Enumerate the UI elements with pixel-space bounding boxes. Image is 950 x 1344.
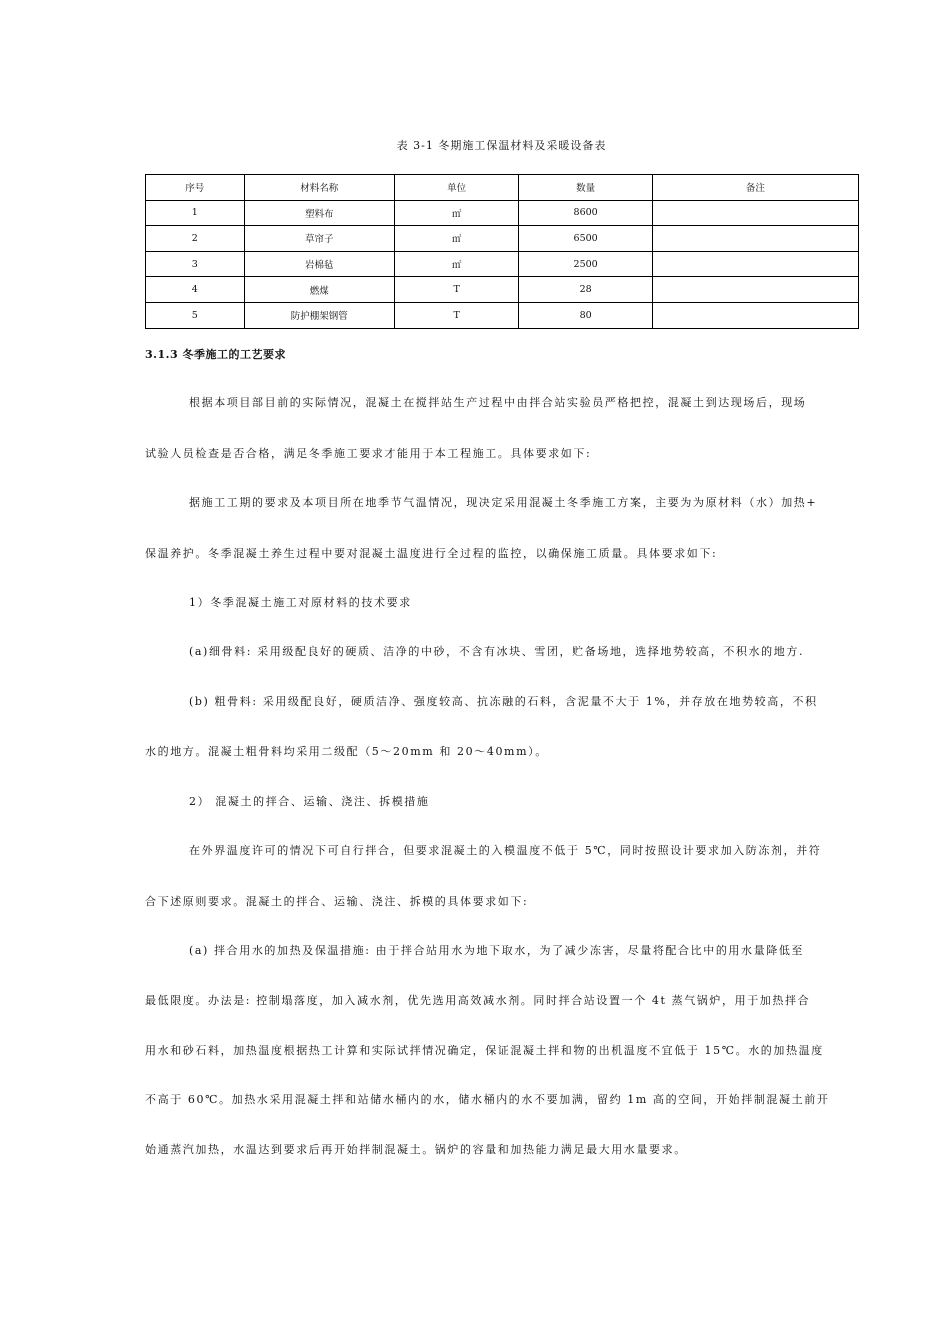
cell-remarks (652, 251, 858, 277)
cell-index: 4 (146, 277, 245, 303)
body-line: 保温养护。冬季混凝土养生过程中要对混凝土温度进行全过程的监控，以确保施工质量。具体要求如下: (145, 547, 718, 560)
header-quantity: 数量 (519, 175, 652, 201)
cell-remarks (652, 302, 858, 328)
body-line: (b) 粗骨料: 采用级配良好，硬质洁净、强度较高、抗冻融的石料，含泥量不大于 1%，并存放在地势较高，不积 (189, 695, 818, 708)
cell-unit: T (394, 277, 518, 303)
cell-quantity: 6500 (519, 226, 652, 252)
cell-index: 1 (146, 200, 245, 226)
cell-index: 2 (146, 226, 245, 252)
body-line: 合下述原则要求。混凝土的拌合、运输、浇注、拆模的具体要求如下: (145, 895, 529, 908)
list-heading: 1）冬季混凝土施工对原材料的技术要求 (189, 596, 412, 609)
body-line: 据施工工期的要求及本项目所在地季节气温情况，现决定采用混凝土冬季施工方案，主要为为原材料（水）加热+ (189, 496, 818, 509)
cell-remarks (652, 277, 858, 303)
cell-remarks (652, 200, 858, 226)
body-line: 用水和砂石料，加热温度根据热工计算和实际试拌情况确定，保证混凝土拌和物的出机温度不宜低于 15℃。水的加热温度 (145, 1044, 824, 1057)
cell-unit: ㎡ (394, 251, 518, 277)
body-line: 试验人员检查是否合格，满足冬季施工要求才能用于本工程施工。具体要求如下: (145, 447, 592, 460)
body-line: 始通蒸汽加热，水温达到要求后再开始拌制混凝土。锅炉的容量和加热能力满足最大用水量要求。 (145, 1143, 687, 1156)
body-line: 最低限度。办法是: 控制塌落度，加入减水剂，优先选用高效减水剂。同时拌合站设置一个 4t 蒸气锅炉，用于加热拌合 (145, 994, 811, 1007)
table-row (146, 277, 859, 303)
table-caption: 表 3-1 冬期施工保温材料及采暖设备表 (396, 139, 607, 152)
cell-material-name: 草帘子 (244, 226, 394, 252)
table-header-row (146, 175, 859, 201)
cell-material-name: 防护棚架钢管 (244, 302, 394, 328)
cell-remarks (652, 226, 858, 252)
body-line: 水的地方。混凝土粗骨料均采用二级配（5～20mm 和 20～40mm）。 (145, 745, 548, 758)
cell-unit: ㎡ (394, 226, 518, 252)
table-row (146, 251, 859, 277)
cell-quantity: 2500 (519, 251, 652, 277)
body-line: 不高于 60℃。加热水采用混凝土拌和站储水桶内的水，储水桶内的水不要加满，留约 1m 高的空间，开始拌制混凝土前开 (145, 1093, 830, 1106)
cell-material-name: 塑料布 (244, 200, 394, 226)
body-line: (a) 拌合用水的加热及保温措施: 由于拌合站用水为地下取水，为了减少冻害，尽量将配合比中的用水量降低至 (189, 944, 805, 957)
cell-unit: ㎡ (394, 200, 518, 226)
header-remarks: 备注 (652, 175, 858, 201)
cell-quantity: 8600 (519, 200, 652, 226)
header-index: 序号 (146, 175, 245, 201)
header-unit: 单位 (394, 175, 518, 201)
table-row (146, 226, 859, 252)
cell-index: 3 (146, 251, 245, 277)
body-line: 在外界温度许可的情况下可自行拌合，但要求混凝土的入模温度不低于 5℃，同时按照设计要求加入防冻剂，并符 (189, 844, 822, 857)
body-line: 根据本项目部目前的实际情况，混凝土在搅拌站生产过程中由拌合站实验员严格把控，混凝土到达现场后，现场 (189, 396, 807, 409)
table-row (146, 200, 859, 226)
cell-quantity: 28 (519, 277, 652, 303)
cell-quantity: 80 (519, 302, 652, 328)
header-material-name: 材料名称 (244, 175, 394, 201)
materials-table (145, 174, 859, 329)
body-line: (a)细骨料: 采用级配良好的硬质、洁净的中砂，不含有冰块、雪团，贮备场地，选择地势较高，不积水的地方. (189, 645, 805, 658)
cell-index: 5 (146, 302, 245, 328)
cell-material-name: 岩棉毡 (244, 251, 394, 277)
cell-unit: T (394, 302, 518, 328)
table-row (146, 302, 859, 328)
list-heading: 2） 混凝土的拌合、运输、浇注、拆模措施 (189, 795, 430, 808)
section-heading: 3.1.3 冬季施工的工艺要求 (145, 348, 286, 361)
cell-material-name: 燃煤 (244, 277, 394, 303)
